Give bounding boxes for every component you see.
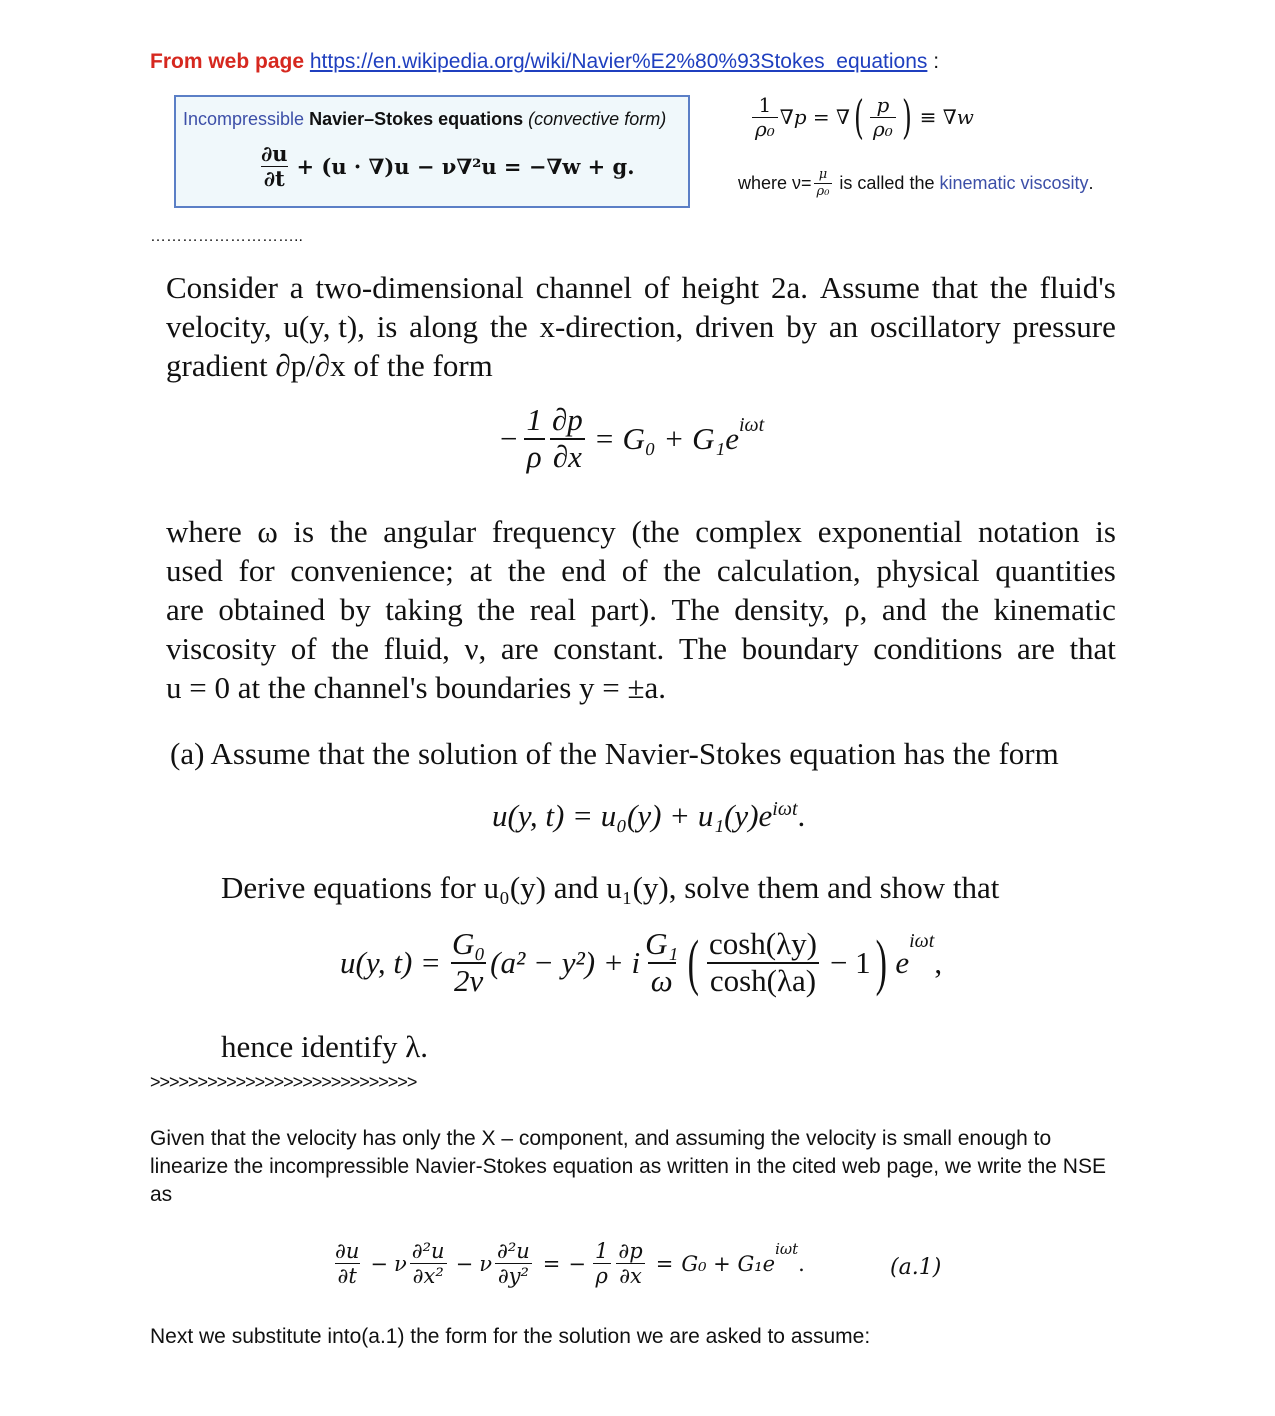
arrow-separator: >>>>>>>>>>>>>>>>>>>>>>>>>>>> [150, 1072, 417, 1092]
next-paragraph: Next we substitute into(a.1) the form for the solution we are asked to assume: [150, 1325, 871, 1348]
problem-word: the [989, 270, 1028, 305]
given-paragraph: Given that the velocity has only the X – component, and assuming the velocity is small enough to linearize the incompressible Navier-Stokes equation as written in the cited web page, we write the NSE as [150, 1127, 1106, 1206]
problem-word: the [477, 592, 516, 627]
problem-word: end [561, 553, 607, 588]
source-url-link[interactable]: https://en.wikipedia.org/wiki/Navier%E2%80%93Stokes_equations [309, 50, 928, 73]
problem-word: boundary [741, 631, 859, 666]
kinematic-viscosity-note: where ν= $\frac{\mu}{\text{ρ₀}}$ is called the kinematic viscosity . [738, 167, 1094, 199]
problem-word: where [166, 514, 242, 549]
problem-word: of [290, 631, 317, 666]
source-label: From web page [150, 50, 305, 73]
source-line [150, 50, 939, 74]
dotted-separator: ……………………….. [150, 228, 303, 245]
problem-word: the [663, 553, 702, 588]
hence-statement: hence identify λ. [221, 1029, 428, 1064]
problem-word: a [289, 270, 304, 305]
problem-word: 2a. [770, 270, 808, 305]
problem-word: is [293, 514, 315, 549]
problem-word: angular [383, 514, 477, 549]
problem-word: fluid, [383, 631, 450, 666]
problem-line [166, 590, 1116, 629]
equation-label-a1: (a.1) [890, 1255, 942, 1280]
kinematic-viscosity-link[interactable]: kinematic viscosity [939, 172, 1089, 193]
solution-form-equation: u(y, t) = u₀(y) + u₁(y)e $^{i\omega t}$ . [492, 798, 806, 833]
problem-word: exponential [817, 514, 963, 549]
problem-word: along [409, 309, 479, 344]
problem-word: (the [631, 514, 680, 549]
source-suffix: : [927, 50, 940, 73]
problem-word: calculation, [716, 553, 861, 588]
problem-word: obtained [218, 592, 326, 627]
problem-word: an [828, 309, 859, 344]
wiki-box-title-highlight: Incompressible [183, 109, 305, 129]
problem-word: two-dimensional [315, 270, 524, 305]
problem-word: x-direction, [539, 309, 684, 344]
derive-statement: Derive equations for u₀(y) and u₁(y), solve them and show that [221, 870, 1000, 905]
problem-word: the [941, 592, 980, 627]
wiki-box-dudt: $\frac{\partial u}{\partial t}$ [261, 141, 288, 192]
p-over-rho0: $\frac{p}{\text{ρ₀}}$ [870, 95, 896, 140]
wiki-gradient-equation: $\frac{1}{\text{ρ₀}}$ ∇p = ∇ ( $\frac{p}{\text{ρ₀}}$ ) ≡ ∇w [750, 94, 974, 140]
problem-line [166, 551, 1116, 590]
problem-line [166, 268, 1116, 307]
problem-word: used [166, 553, 223, 588]
pressure-gradient-equation: − $\frac{1}{\rho}$ $\frac{\partial p}{\partial x}$ = G₀ + G₁e $^{i\omega t}$ [500, 402, 765, 474]
problem-word: Consider [166, 270, 278, 305]
problem-word: The [678, 631, 728, 666]
problem-word: Assume [819, 270, 920, 305]
problem-word: notation [977, 514, 1080, 549]
problem-word: pressure [1012, 309, 1116, 344]
wiki-box-equation [256, 143, 635, 190]
solution-result-equation: u(y, t) = $\frac{\text{G₀}}{2\nu}$ (a² − y²) + i $\frac{\text{G₁}}{\omega}$ ( $\frac{\cosh(\lambda y)}{\cosh(\lambda a)}$ − 1 ) e $^{i\omega t}$ , [340, 926, 943, 998]
problem-word: by [786, 309, 818, 344]
problem-word: channel [535, 270, 633, 305]
problem-word: part). [590, 592, 657, 627]
problem-word: by [339, 592, 371, 627]
wiki-box-title-form: (convective form) [528, 109, 667, 129]
problem-word: velocity, [166, 309, 272, 344]
problem-word: the [329, 514, 368, 549]
problem-word: complex [695, 514, 803, 549]
problem-line: gradient ∂p/∂x of the form [166, 348, 493, 383]
problem-word: are [500, 631, 539, 666]
problem-word: ν, [464, 631, 487, 666]
problem-word: are [1017, 631, 1055, 666]
problem-word: frequency [491, 514, 616, 549]
problem-word: are [166, 592, 204, 627]
problem-word: real [529, 592, 577, 627]
mu-over-rho0: $\frac{\mu}{\text{ρ₀}}$ [814, 168, 833, 198]
problem-word: constant. [553, 631, 665, 666]
problem-line [166, 512, 1116, 551]
problem-word: taking [385, 592, 463, 627]
problem-word: quantities [995, 553, 1116, 588]
problem-word: that [931, 270, 979, 305]
wiki-box-equation-rest: + (u · ∇)u − ν∇²u = −∇w + g. [296, 154, 635, 180]
problem-word: ρ, [844, 592, 868, 627]
problem-line [166, 307, 1116, 346]
wiki-equation-box [174, 95, 690, 208]
problem-word: The [671, 592, 720, 627]
problem-word: kinematic [993, 592, 1116, 627]
one-over-rho0: $\frac{1}{\text{ρ₀}}$ [752, 95, 778, 140]
problem-word: viscosity [166, 631, 277, 666]
problem-word: convenience; [290, 553, 454, 588]
problem-word: the [507, 553, 546, 588]
linearized-nse-equation: $\frac{\partial u}{\partial t}$ − ν $\frac{\text{∂²u}}{\text{∂x²}}$ − ν $\frac{\text{∂²u}}{\text{∂y²}}$ = − $\frac{1}{\rho}$ $\frac{\partial p}{\partial x}$ = G₀ + G₁e $^{i\omega t}$ . [335, 1239, 805, 1289]
problem-word: is [376, 309, 398, 344]
problem-word: ω [257, 514, 278, 549]
problem-word: u(y, t), [283, 309, 365, 344]
problem-word: at [469, 553, 492, 588]
problem-line: u = 0 at the channel's boundaries y = ±a. [166, 670, 667, 705]
problem-word: density, [734, 592, 830, 627]
wiki-box-title [183, 109, 666, 130]
wiki-box-title-main: Navier–Stokes equations [304, 109, 529, 129]
problem-word: height [681, 270, 760, 305]
problem-word: of [621, 553, 648, 588]
problem-word: conditions [873, 631, 1003, 666]
problem-paragraph-2 [166, 512, 1116, 707]
problem-word: fluid's [1039, 270, 1116, 305]
problem-word: for [238, 553, 275, 588]
problem-word: physical [876, 553, 980, 588]
problem-line [166, 629, 1116, 668]
problem-paragraph-1 [166, 268, 1116, 385]
problem-word: the [331, 631, 370, 666]
problem-word: and [881, 592, 927, 627]
problem-word: is [1095, 514, 1116, 549]
problem-word: the [489, 309, 528, 344]
problem-word: that [1069, 631, 1116, 666]
problem-word: oscillatory [869, 309, 1001, 344]
part-a-statement: (a) Assume that the solution of the Navier-Stokes equation has the form [170, 736, 1059, 771]
problem-word: of [643, 270, 670, 305]
problem-word: driven [695, 309, 775, 344]
